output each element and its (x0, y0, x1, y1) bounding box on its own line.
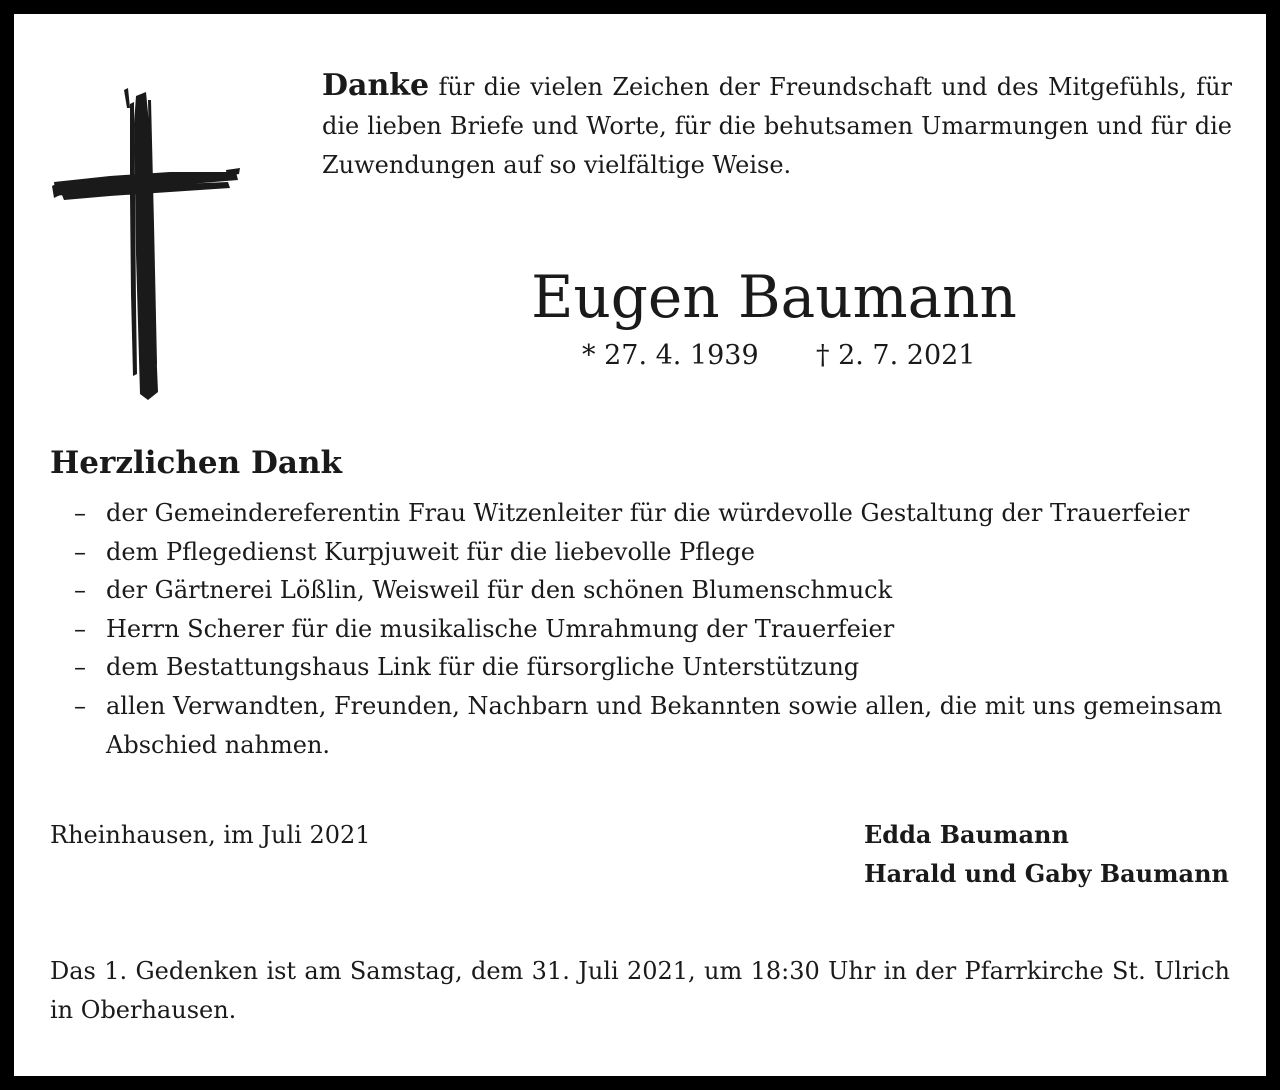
thanks-list (50, 494, 1250, 764)
list-item (50, 687, 1250, 764)
list-item-text: der Gärtnerei Lößlin, Weisweil für den schönen Blumenschmuck (106, 576, 893, 605)
list-bullet: – (74, 576, 86, 605)
list-item-text: dem Bestattungshaus Link für die fürsorgliche Unterstützung (106, 653, 860, 682)
list-item-text: allen Verwandten, Freunden, Nachbarn und Bekannten sowie allen, die mit uns gemeinsam Abschied nahmen. (106, 691, 1223, 759)
list-bullet: – (74, 691, 86, 720)
intro-paragraph (322, 66, 1232, 185)
signer-name: Edda Baumann (864, 820, 1069, 849)
list-item (50, 648, 1250, 687)
list-bullet: – (74, 499, 86, 527)
list-bullet: – (74, 653, 86, 682)
obituary-card (14, 14, 1266, 1076)
list-item (50, 610, 1250, 649)
birth-date: * 27. 4. 1939 (582, 340, 759, 371)
list-item (50, 533, 1250, 572)
death-date: † 2. 7. 2021 (816, 340, 976, 371)
place-date: Rheinhausen, im Juli 2021 (50, 821, 371, 849)
list-item-text: Herrn Scherer für die musikalische Umrahmung der Trauerfeier (106, 614, 895, 643)
list-item-text: der Gemeindereferentin Frau Witzenleiter für die würdevolle Gestaltung der Trauerfeier (106, 499, 1190, 527)
list-bullet: – (74, 537, 86, 566)
intro-lead-word: Danke (322, 68, 430, 103)
signer-name: Harald und Gaby Baumann (864, 858, 1229, 888)
brushstroke-cross-icon (50, 74, 240, 404)
list-item (50, 571, 1250, 610)
deceased-name: Eugen Baumann (531, 263, 1017, 331)
list-item-text: dem Pflegedienst Kurpjuweit für die liebevolle Pflege (106, 537, 756, 566)
memorial-notice: Das 1. Gedenken ist am Samstag, dem 31. Juli 2021, um 18:30 Uhr in der Pfarrkirche St. Ulrich in Oberhausen. (50, 957, 1230, 1024)
list-item (50, 494, 1250, 533)
thanks-heading: Herzlichen Dank (50, 445, 342, 481)
intro-text: für die vielen Zeichen der Freundschaft und des Mitgefühls, für die lieben Briefe und Worte, für die behutsamen Umarmungen und für die Zuwendungen auf so vielfältige Weise. (322, 73, 1232, 179)
signers (864, 816, 1229, 893)
list-bullet: – (74, 614, 86, 643)
